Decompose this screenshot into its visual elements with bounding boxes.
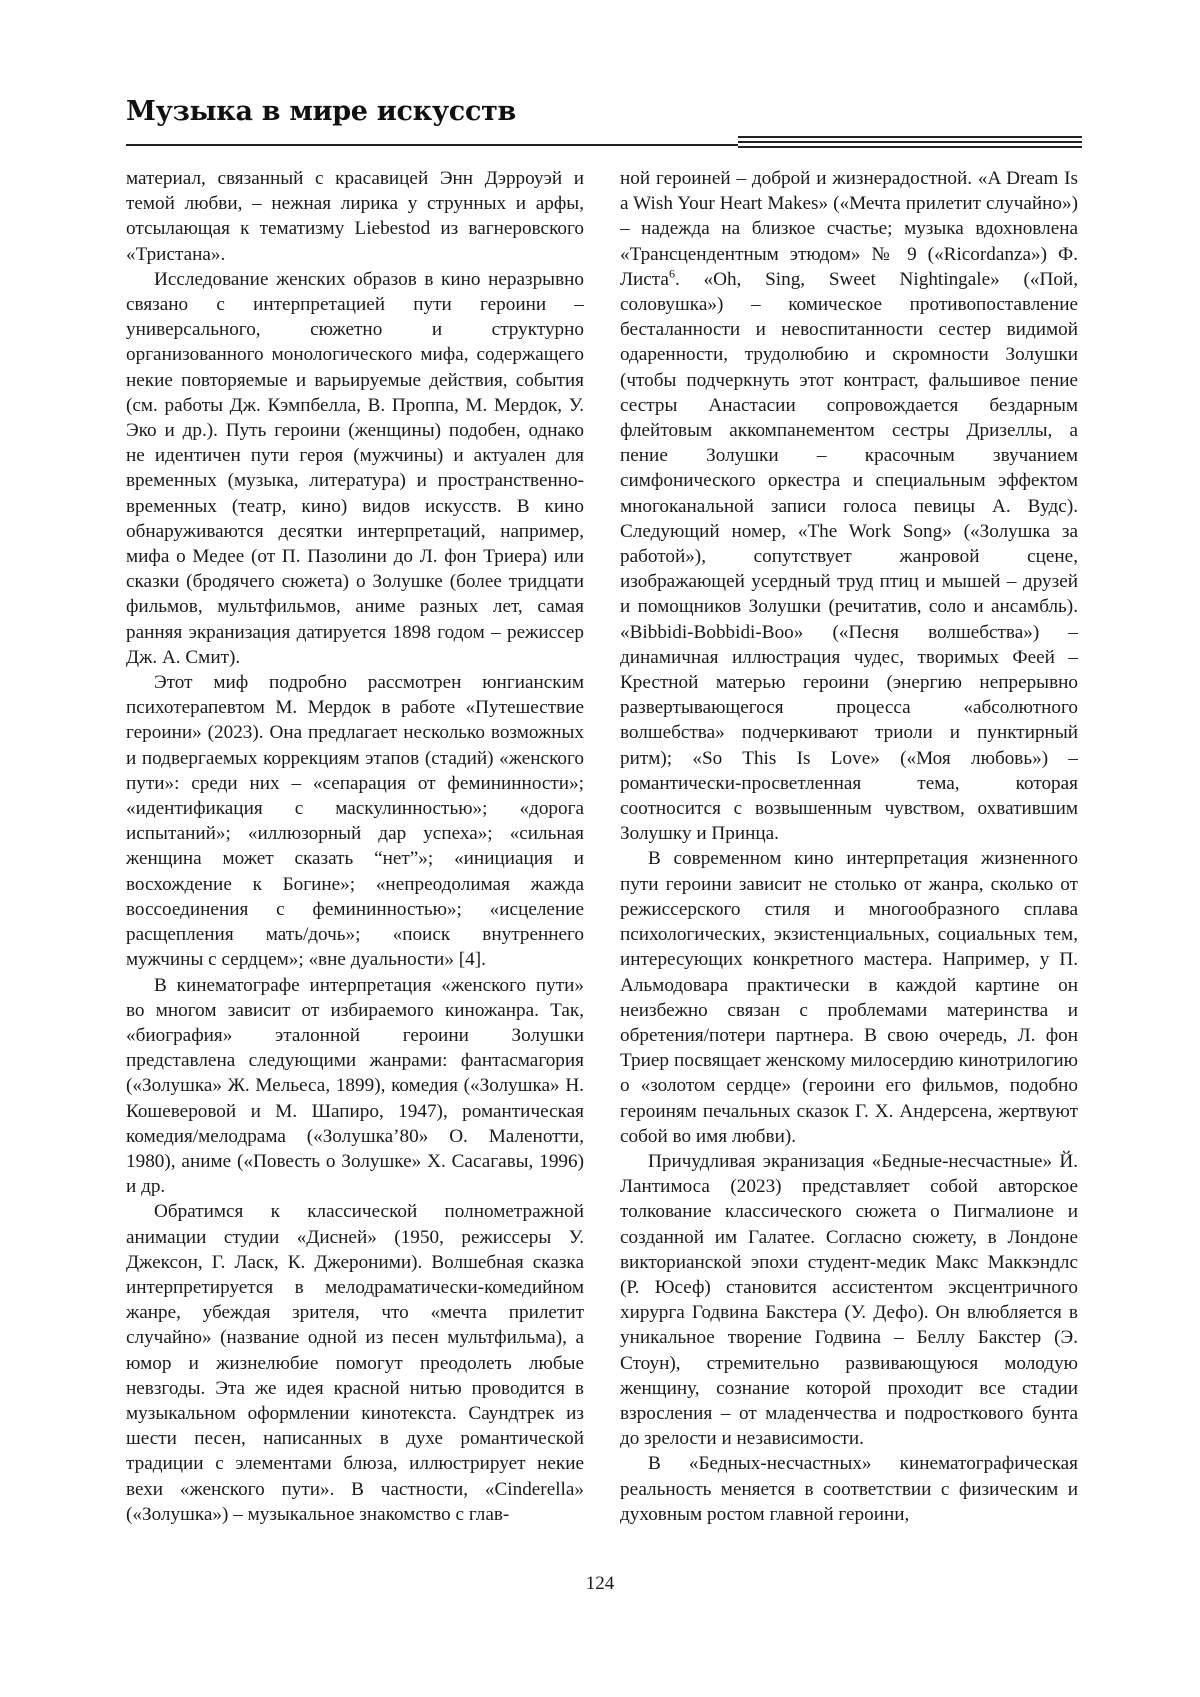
running-title: Музыка в мире искусств xyxy=(126,96,516,127)
paragraph: Причудливая экранизация «Бедные-несчастные» Й. Лантимоса (2023) представляет собой авторское толкование классического сюжета о Пигмалионе и созданной им Галатее. Согласно сюжету, в Лондоне викторианской эпохи студент-медик Макс Маккэндлс (Р. Юсеф) становится ассистентом эксцентричного хирурга Годвина Бакстера (У. Дефо). Он влюбляется в уникальное творение Годвина – Беллу Бакстер (Э. Стоун), стремительно развивающуюся молодую женщину, сознание которой проходит все стадии взросления – от младенчества и подросткового бунта до зрелости и независимости. xyxy=(620,1150,1078,1450)
paragraph-text: ной героиней – доброй и жизнерадостной. «A Dream Is a Wish Your Heart Makes» («Мечта прилетит случайно») – надежда на близкое счастье; музыка вдохновлена «Трансцендентным этюдом» № 9 («Ricordanza») Ф. Листа xyxy=(620,168,1078,290)
paragraph: Этот миф подробно рассмотрен юнгианским психотерапевтом М. Мердок в работе «Путешествие героини» (2023). Она предлагает несколько возможных и подвергаемых коррекциям этапов (стадий) «женского пути»: среди них – «сепарация от фемининности»; «идентификация с маскулинностью»; «дорога испытаний»; «иллюзорный дар успеха»; «сильная женщина может сказать “нет”»; «инициация и восхождение к Богине»; «непреодолимая жажда воссоединения с фемининностью»; «исцеление расщепления мать/дочь»; «поиск внутреннего мужчины с сердцем»; «вне дуальности» [4]. xyxy=(126,672,584,971)
paragraph: Исследование женских образов в кино неразрывно связано с интерпретацией пути героини – универсального, сюжетно и структурно организованного монологического мифа, содержащего некие повторяемые и варьируемые действия, события (см. работы Дж. Кэмпбелла, В. Проппа, М. Мердок, У. Эко и др.). Путь героини (женщины) подобен, однако не идентичен пути героя (мужчины) и актуален для временных (музыка, литература) и пространственно-временных (театр, кино) видов искусств. В кино обнаруживаются десятки интерпретаций, например, мифа о Медее (от П. Пазолини до Л. фон Триера) или сказки (бродячего сюжета) о Золушке (более тридцати фильмов, мультфильмов, аниме разных лет, самая ранняя экранизация датируется 1898 годом – режиссер Дж. А. Смит). xyxy=(126,268,584,668)
paragraph: материал, связанный с красавицей Энн Дэрроуэй и темой любви, – нежная лирика у струнных и арфы, отсылающая к тематизму Liebestod из вагнеровского «Тристана». xyxy=(126,168,584,265)
paragraph-text: . «Oh, Sing, Sweet Nightingale» («Пой, соловушка») – комическое противопоставление бесталанности и невоспитанности сестер видимой одаренности, трудолюбию и скромности Золушки (чтобы подчеркнуть этот контраст, фальшивое пение сестры Анастасии сопровождается бездарным флейтовым аккомпанементом сестры Дризеллы, а пение Золушки – красочным звучанием симфонического оркестра и специальным эффектом многоканальной записи голоса певицы А. Вудс). Следующий номер, «The Work Song» («Золушка за работой»), сопутствует жанровой сцене, изображающей усердный труд птиц и мышей – друзей и помощников Золушки (речитатив, соло и ансамбль). «Bibbidi-Bobbidi-Boo» («Песня волшебства») – динамичная иллюстрация чудес, творимых Феей – Крестной матерью героини (энергию непрерывно развертывающегося процесса «абсолютного волшебства» подчеркивают триоли и пунктирный ритм); «So This Is Love» («Моя любовь») – романтически-просветленная тема, которая соотносится с возвышенным чувством, охватившим Золушку и Принца. xyxy=(620,268,1078,845)
paragraph: В «Бедных-несчастных» кинематографическая реальность меняется в соответствии с физическим и духовным ростом главной героини, xyxy=(620,1453,1078,1525)
paragraph xyxy=(620,166,1078,846)
left-column xyxy=(126,166,584,1566)
header-rule-thin xyxy=(126,144,738,146)
header-rule-thick xyxy=(738,136,1082,151)
paragraph: В современном кино интерпретация жизненного пути героини зависит не столько от жанра, сколько от режиссерского стиля и многообразного сплава психологических, экзистенциальных, социальных тем, интересующих конкретного мастера. Например, у П. Альмодовара практически в каждой картине он неизбежно связан с проблемами материнства и обретения/потери партнера. В свою очередь, Л. фон Триер посвящает женскому милосердию кинотрилогию о «золотом сердце» (героини его фильмов, подобно героиням печальных сказок Г. Х. Андерсена, жертвуют собой во имя любви). xyxy=(620,848,1078,1147)
paragraph: Обратимся к классической полнометражной анимации студии «Дисней» (1950, режиссеры У. Джексон, Г. Ласк, К. Джероними). Волшебная сказка интерпретируется в мелодраматически-комедийном жанре, убеждая зрителя, что «мечта прилетит случайно» (название одной из песен мультфильма), а юмор и жизнелюбие помогут преодолеть любые невзгоды. Эта же идея красной нитью проводится в музыкальном оформлении кинотекста. Саундтрек из шести песен, написанных в духе романтической традиции с элементами блюза, иллюстрирует некие вехи «женского пути». В частности, «Cinderella» («Золушка») – музыкальное знакомство с глав- xyxy=(126,1201,584,1525)
right-column xyxy=(620,166,1078,1566)
page-number: 124 xyxy=(585,1573,615,1594)
paragraph: В кинематографе интерпретация «женского пути» во многом зависит от избираемого киножанра. Так, «биография» эталонной героини Золушки представлена следующими жанрами: фантасмагория («Золушка» Ж. Мельеса, 1899), комедия («Золушка» Н. Кошеверовой и М. Шапиро, 1947), романтическая комедия/мелодрама («Золушка’80» О. Маленотти, 1980), аниме («Повесть о Золушке» Х. Сасагавы, 1996) и др. xyxy=(126,974,584,1198)
footnote-marker[interactable]: 6 xyxy=(668,266,675,281)
